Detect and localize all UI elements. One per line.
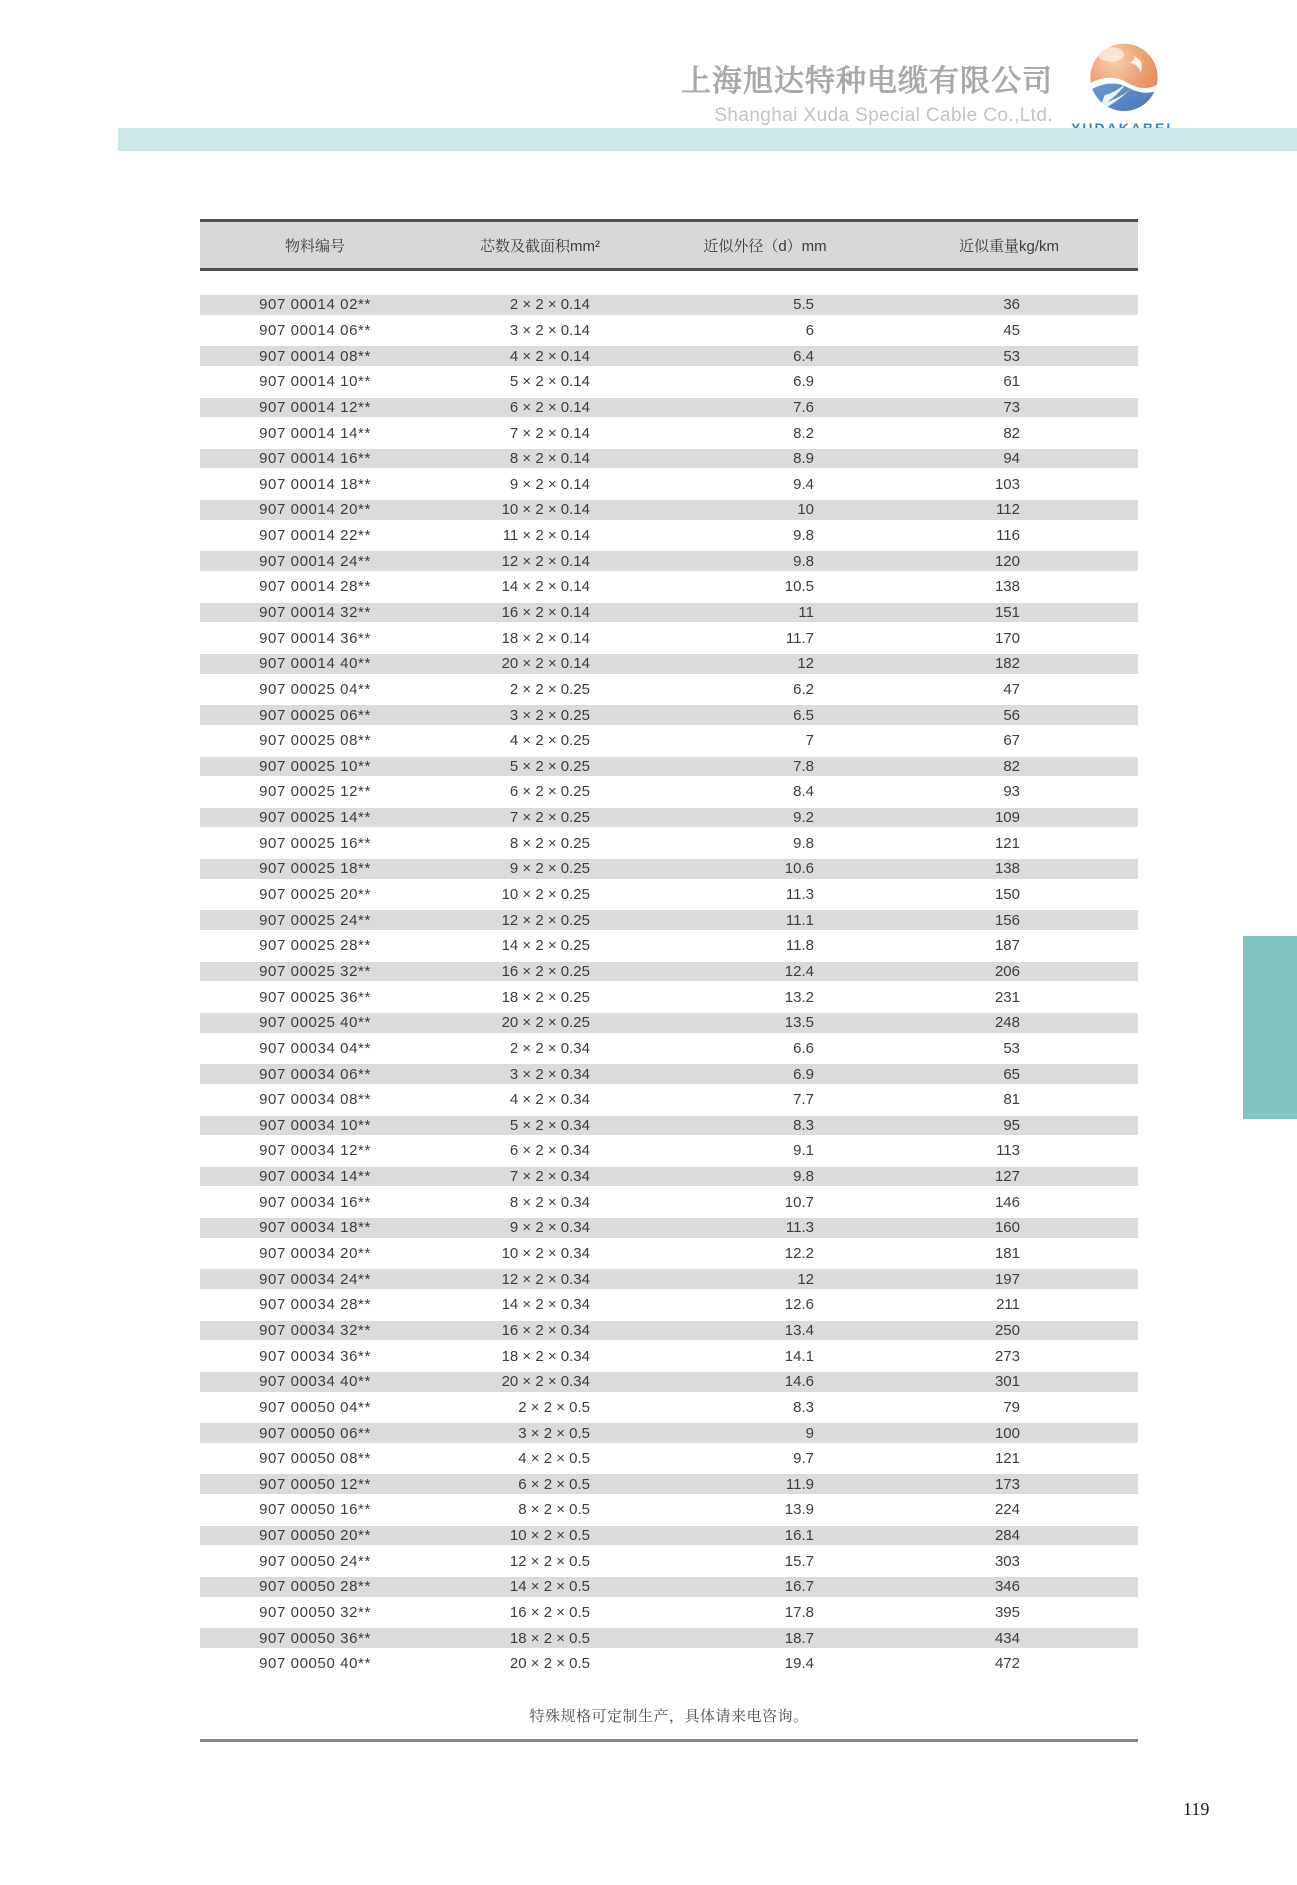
table-header-row <box>200 219 1138 271</box>
weight: 151 <box>994 604 1020 621</box>
table-row <box>200 959 1138 985</box>
section-edge-tab <box>1243 936 1297 1119</box>
outer-diameter: 11.3 <box>785 886 814 904</box>
outer-diameter: 14.6 <box>784 1373 814 1391</box>
material-code: 907 00034 18** <box>259 1219 371 1237</box>
outer-diameter: 13.2 <box>784 988 814 1006</box>
material-code: 907 00034 40** <box>259 1373 371 1391</box>
col-header-material: 物料编号 <box>284 237 345 255</box>
material-code: 907 00014 22** <box>259 527 371 545</box>
weight: 211 <box>996 1296 1020 1314</box>
table-row <box>200 1497 1138 1523</box>
weight: 160 <box>994 1219 1020 1237</box>
core-spec: 20 × 2 × 0.14 <box>501 655 590 673</box>
core-spec: 14 × 2 × 0.14 <box>501 578 590 596</box>
outer-diameter: 7.7 <box>793 1091 814 1109</box>
weight: 45 <box>1003 321 1020 339</box>
outer-diameter: 8.3 <box>793 1116 814 1134</box>
outer-diameter: 11 <box>798 604 814 621</box>
weight: 100 <box>994 1424 1020 1442</box>
weight: 47 <box>1003 680 1020 698</box>
outer-diameter: 6.9 <box>793 373 814 391</box>
table-row <box>200 1113 1138 1139</box>
material-code: 907 00034 24** <box>259 1270 371 1288</box>
material-code: 907 00050 12** <box>259 1475 371 1493</box>
table-row <box>200 907 1138 933</box>
outer-diameter: 11.9 <box>785 1475 814 1493</box>
material-code: 907 00034 06** <box>259 1065 371 1083</box>
outer-diameter: 8.4 <box>793 783 814 801</box>
outer-diameter: 5.5 <box>793 296 814 314</box>
material-code: 907 00014 20** <box>259 501 371 519</box>
outer-diameter: 10 <box>797 501 814 519</box>
outer-diameter: 12 <box>797 1270 814 1288</box>
weight: 248 <box>994 1014 1020 1032</box>
table-row <box>200 420 1138 446</box>
table-row <box>200 1420 1138 1446</box>
weight: 138 <box>994 860 1020 878</box>
table-row <box>200 523 1138 549</box>
core-spec: 8 × 2 × 0.14 <box>509 450 590 468</box>
weight: 67 <box>1003 732 1020 750</box>
core-spec: 5 × 2 × 0.34 <box>509 1116 590 1134</box>
weight: 197 <box>994 1270 1020 1288</box>
outer-diameter: 9 <box>805 1424 814 1442</box>
outer-diameter: 17.8 <box>784 1603 814 1621</box>
core-spec: 6 × 2 × 0.5 <box>518 1475 590 1493</box>
weight: 103 <box>994 475 1020 493</box>
core-spec: 10 × 2 × 0.25 <box>501 886 590 904</box>
outer-diameter: 13.5 <box>784 1014 814 1032</box>
weight: 112 <box>996 501 1020 519</box>
teal-accent-bar <box>118 128 1297 151</box>
core-spec: 8 × 2 × 0.34 <box>509 1193 590 1211</box>
material-code: 907 00034 10** <box>259 1116 371 1134</box>
core-spec: 16 × 2 × 0.5 <box>509 1603 590 1621</box>
core-spec: 6 × 2 × 0.34 <box>509 1142 590 1160</box>
outer-diameter: 10.7 <box>784 1193 814 1211</box>
weight: 95 <box>1003 1116 1020 1134</box>
table-row <box>200 343 1138 369</box>
material-code: 907 00014 06** <box>259 321 371 339</box>
weight: 93 <box>1003 783 1020 801</box>
table-row <box>200 1292 1138 1318</box>
table-row <box>200 1061 1138 1087</box>
outer-diameter: 7.6 <box>793 398 814 416</box>
core-spec: 12 × 2 × 0.14 <box>501 552 590 570</box>
core-spec: 14 × 2 × 0.5 <box>509 1578 590 1596</box>
outer-diameter: 12.4 <box>784 962 814 980</box>
core-spec: 9 × 2 × 0.25 <box>509 860 590 878</box>
core-spec: 20 × 2 × 0.34 <box>501 1373 590 1391</box>
table-row <box>200 1241 1138 1267</box>
company-header <box>681 66 1053 127</box>
table-row <box>200 1138 1138 1164</box>
material-code: 907 00050 32** <box>259 1603 371 1621</box>
material-code: 907 00014 36** <box>259 629 371 647</box>
outer-diameter: 6.2 <box>793 680 814 698</box>
core-spec: 6 × 2 × 0.14 <box>509 398 590 416</box>
core-spec: 10 × 2 × 0.14 <box>501 501 590 519</box>
outer-diameter: 16.7 <box>784 1578 814 1596</box>
weight: 224 <box>994 1501 1020 1519</box>
core-spec: 4 × 2 × 0.25 <box>509 732 590 750</box>
weight: 82 <box>1003 757 1020 775</box>
core-spec: 12 × 2 × 0.34 <box>501 1270 590 1288</box>
outer-diameter: 16.1 <box>784 1527 814 1545</box>
table-row <box>200 856 1138 882</box>
material-code: 907 00014 40** <box>259 655 371 673</box>
outer-diameter: 18.7 <box>784 1629 814 1647</box>
col-header-core-spec: 芯数及截面积mm² <box>480 237 600 255</box>
material-code: 907 00014 10** <box>259 373 371 391</box>
weight: 182 <box>994 655 1020 673</box>
table-row <box>200 1548 1138 1574</box>
outer-diameter: 8.9 <box>793 450 814 468</box>
material-code: 907 00025 18** <box>259 860 371 878</box>
weight: 53 <box>1003 347 1020 365</box>
core-spec: 18 × 2 × 0.5 <box>509 1629 590 1647</box>
material-code: 907 00014 02** <box>259 296 371 314</box>
material-code: 907 00034 12** <box>259 1142 371 1160</box>
company-name-chinese: 上海旭达特种电缆有限公司 <box>681 65 1053 98</box>
material-code: 907 00014 28** <box>259 578 371 596</box>
core-spec: 5 × 2 × 0.14 <box>509 373 590 391</box>
material-code: 907 00014 16** <box>259 450 371 468</box>
col-header-diameter: 近似外径（d）mm <box>703 237 827 255</box>
table-row <box>200 1600 1138 1626</box>
weight: 56 <box>1003 706 1020 724</box>
globe-logo-icon <box>1068 36 1180 122</box>
core-spec: 18 × 2 × 0.25 <box>501 988 590 1006</box>
outer-diameter: 9.1 <box>793 1142 814 1160</box>
material-code: 907 00025 36** <box>259 988 371 1006</box>
material-code: 907 00050 40** <box>259 1655 371 1673</box>
core-spec: 11 × 2 × 0.14 <box>502 527 590 545</box>
weight: 138 <box>994 578 1020 596</box>
weight: 121 <box>994 834 1020 852</box>
table-row <box>200 574 1138 600</box>
outer-diameter: 8.2 <box>793 424 814 442</box>
material-code: 907 00025 32** <box>259 962 371 980</box>
material-code: 907 00050 20** <box>259 1527 371 1545</box>
weight: 113 <box>996 1142 1020 1160</box>
material-code: 907 00050 36** <box>259 1629 371 1647</box>
core-spec: 10 × 2 × 0.34 <box>501 1245 590 1263</box>
table-row <box>200 1010 1138 1036</box>
material-code: 907 00014 14** <box>259 424 371 442</box>
core-spec: 16 × 2 × 0.34 <box>501 1321 590 1339</box>
weight: 73 <box>1003 398 1020 416</box>
table-row <box>200 677 1138 703</box>
table-row <box>200 446 1138 472</box>
material-code: 907 00034 36** <box>259 1347 371 1365</box>
core-spec: 7 × 2 × 0.34 <box>509 1168 590 1186</box>
weight: 187 <box>994 937 1020 955</box>
outer-diameter: 9.7 <box>793 1450 814 1468</box>
core-spec: 3 × 2 × 0.34 <box>509 1065 590 1083</box>
table-row <box>200 1189 1138 1215</box>
core-spec: 14 × 2 × 0.25 <box>501 937 590 955</box>
table-row <box>200 318 1138 344</box>
company-logo <box>1068 36 1180 136</box>
outer-diameter: 13.9 <box>784 1501 814 1519</box>
weight: 284 <box>994 1527 1020 1545</box>
weight: 82 <box>1003 424 1020 442</box>
outer-diameter: 9.8 <box>793 527 814 545</box>
table-body <box>200 292 1138 1677</box>
outer-diameter: 19.4 <box>784 1655 814 1673</box>
core-spec: 2 × 2 × 0.14 <box>509 296 590 314</box>
material-code: 907 00025 12** <box>259 783 371 801</box>
weight: 303 <box>994 1552 1020 1570</box>
table-row <box>200 548 1138 574</box>
material-code: 907 00025 24** <box>259 911 371 929</box>
outer-diameter: 9.8 <box>793 552 814 570</box>
weight: 206 <box>994 962 1020 980</box>
table-row <box>200 882 1138 908</box>
outer-diameter: 6 <box>805 321 814 339</box>
core-spec: 8 × 2 × 0.25 <box>509 834 590 852</box>
weight: 61 <box>1003 373 1020 391</box>
table-row <box>200 1523 1138 1549</box>
core-spec: 7 × 2 × 0.14 <box>509 424 590 442</box>
outer-diameter: 11.3 <box>785 1219 814 1237</box>
weight: 81 <box>1003 1091 1020 1109</box>
core-spec: 18 × 2 × 0.34 <box>501 1347 590 1365</box>
material-code: 907 00025 04** <box>259 680 371 698</box>
weight: 109 <box>994 809 1020 827</box>
table-row <box>200 1087 1138 1113</box>
outer-diameter: 6.4 <box>793 347 814 365</box>
core-spec: 6 × 2 × 0.25 <box>509 783 590 801</box>
weight: 395 <box>994 1603 1020 1621</box>
weight: 36 <box>1003 296 1020 314</box>
weight: 231 <box>994 988 1020 1006</box>
material-code: 907 00025 06** <box>259 706 371 724</box>
outer-diameter: 9.8 <box>793 834 814 852</box>
table-row <box>200 497 1138 523</box>
material-code: 907 00014 12** <box>259 398 371 416</box>
core-spec: 20 × 2 × 0.5 <box>509 1655 590 1673</box>
core-spec: 4 × 2 × 0.14 <box>509 347 590 365</box>
table-row <box>200 779 1138 805</box>
weight: 53 <box>1003 1039 1020 1057</box>
core-spec: 9 × 2 × 0.14 <box>509 475 590 493</box>
outer-diameter: 15.7 <box>784 1552 814 1570</box>
col-header-weight: 近似重量kg/km <box>958 237 1059 255</box>
weight: 65 <box>1003 1065 1020 1083</box>
weight: 120 <box>994 552 1020 570</box>
weight: 150 <box>994 886 1020 904</box>
core-spec: 2 × 2 × 0.25 <box>509 680 590 698</box>
core-spec: 12 × 2 × 0.5 <box>509 1552 590 1570</box>
outer-diameter: 10.6 <box>784 860 814 878</box>
table-row <box>200 369 1138 395</box>
material-code: 907 00025 20** <box>259 886 371 904</box>
core-spec: 12 × 2 × 0.25 <box>501 911 590 929</box>
material-code: 907 00050 16** <box>259 1501 371 1519</box>
outer-diameter: 11.1 <box>785 911 814 929</box>
material-code: 907 00025 16** <box>259 834 371 852</box>
weight: 434 <box>994 1629 1020 1647</box>
material-code: 907 00014 18** <box>259 475 371 493</box>
table-row <box>200 395 1138 421</box>
material-code: 907 00034 04** <box>259 1039 371 1057</box>
table-row <box>200 754 1138 780</box>
outer-diameter: 6.9 <box>793 1065 814 1083</box>
material-code: 907 00025 08** <box>259 732 371 750</box>
material-code: 907 00034 32** <box>259 1321 371 1339</box>
weight: 273 <box>994 1347 1020 1365</box>
weight: 79 <box>1003 1398 1020 1416</box>
material-code: 907 00050 08** <box>259 1450 371 1468</box>
weight: 472 <box>994 1655 1020 1673</box>
core-spec: 16 × 2 × 0.25 <box>501 962 590 980</box>
table-row <box>200 1651 1138 1677</box>
material-code: 907 00014 08** <box>259 347 371 365</box>
table-row <box>200 830 1138 856</box>
material-code: 907 00034 16** <box>259 1193 371 1211</box>
outer-diameter: 6.6 <box>793 1039 814 1057</box>
material-code: 907 00025 40** <box>259 1014 371 1032</box>
core-spec: 4 × 2 × 0.34 <box>509 1091 590 1109</box>
material-code: 907 00034 08** <box>259 1091 371 1109</box>
material-code: 907 00034 20** <box>259 1245 371 1263</box>
outer-diameter: 11.7 <box>785 629 814 647</box>
table-row <box>200 933 1138 959</box>
outer-diameter: 12.6 <box>784 1296 814 1314</box>
weight: 127 <box>994 1168 1020 1186</box>
weight: 170 <box>994 629 1020 647</box>
weight: 301 <box>994 1373 1020 1391</box>
weight: 346 <box>994 1578 1020 1596</box>
weight: 173 <box>994 1475 1020 1493</box>
material-code: 907 00050 06** <box>259 1424 371 1442</box>
core-spec: 2 × 2 × 0.34 <box>509 1039 590 1057</box>
table-row <box>200 728 1138 754</box>
weight: 156 <box>994 911 1020 929</box>
material-code: 907 00025 28** <box>259 937 371 955</box>
weight: 181 <box>994 1245 1020 1263</box>
custom-order-note: 特殊规格可定制生产，具体请来电咨询。 <box>529 1708 809 1725</box>
table-row <box>200 625 1138 651</box>
material-code: 907 00034 28** <box>259 1296 371 1314</box>
outer-diameter: 13.4 <box>784 1321 814 1339</box>
material-code: 907 00050 24** <box>259 1552 371 1570</box>
table-row <box>200 984 1138 1010</box>
outer-diameter: 9.4 <box>793 475 814 493</box>
table-row <box>200 702 1138 728</box>
core-spec: 2 × 2 × 0.5 <box>518 1398 590 1416</box>
core-spec: 3 × 2 × 0.5 <box>518 1424 590 1442</box>
core-spec: 8 × 2 × 0.5 <box>518 1501 590 1519</box>
core-spec: 3 × 2 × 0.25 <box>509 706 590 724</box>
material-code: 907 00014 24** <box>259 552 371 570</box>
outer-diameter: 10.5 <box>784 578 814 596</box>
core-spec: 10 × 2 × 0.5 <box>509 1527 590 1545</box>
material-code: 907 00025 14** <box>259 809 371 827</box>
table-row <box>200 471 1138 497</box>
table-row <box>200 1164 1138 1190</box>
core-spec: 18 × 2 × 0.14 <box>501 629 590 647</box>
core-spec: 3 × 2 × 0.14 <box>509 321 590 339</box>
table-row <box>200 1574 1138 1600</box>
core-spec: 14 × 2 × 0.34 <box>501 1296 590 1314</box>
table-row <box>200 1215 1138 1241</box>
material-code: 907 00050 28** <box>259 1578 371 1596</box>
outer-diameter: 12.2 <box>784 1245 814 1263</box>
weight: 94 <box>1003 450 1020 468</box>
table-row <box>200 1369 1138 1395</box>
outer-diameter: 9.8 <box>793 1168 814 1186</box>
core-spec: 5 × 2 × 0.25 <box>509 757 590 775</box>
material-code: 907 00014 32** <box>259 604 371 621</box>
table-row <box>200 1625 1138 1651</box>
table-row <box>200 1036 1138 1062</box>
table-row <box>200 600 1138 626</box>
footer-divider <box>200 1739 1138 1742</box>
outer-diameter: 11.8 <box>785 937 814 955</box>
core-spec: 20 × 2 × 0.25 <box>501 1014 590 1032</box>
weight: 116 <box>996 527 1020 545</box>
spec-table <box>200 219 1138 1677</box>
weight: 121 <box>994 1450 1020 1468</box>
weight: 250 <box>994 1321 1020 1339</box>
table-row <box>200 1395 1138 1421</box>
table-row <box>200 1318 1138 1344</box>
weight: 146 <box>994 1193 1020 1211</box>
material-code: 907 00050 04** <box>259 1398 371 1416</box>
company-name-english: Shanghai Xuda Special Cable Co.,Ltd. <box>714 105 1053 126</box>
outer-diameter: 12 <box>797 655 814 673</box>
outer-diameter: 9.2 <box>793 809 814 827</box>
table-row <box>200 651 1138 677</box>
table-row <box>200 805 1138 831</box>
table-row <box>200 1266 1138 1292</box>
table-row <box>200 292 1138 318</box>
table-row <box>200 1471 1138 1497</box>
outer-diameter: 7 <box>805 732 814 750</box>
material-code: 907 00025 10** <box>259 757 371 775</box>
outer-diameter: 8.3 <box>793 1398 814 1416</box>
core-spec: 9 × 2 × 0.34 <box>509 1219 590 1237</box>
core-spec: 16 × 2 × 0.14 <box>501 604 590 621</box>
outer-diameter: 7.8 <box>793 757 814 775</box>
outer-diameter: 14.1 <box>784 1347 814 1365</box>
core-spec: 4 × 2 × 0.5 <box>518 1450 590 1468</box>
core-spec: 7 × 2 × 0.25 <box>509 809 590 827</box>
page-number: 119 <box>1183 1799 1210 1819</box>
outer-diameter: 6.5 <box>793 706 814 724</box>
table-row <box>200 1446 1138 1472</box>
table-row <box>200 1343 1138 1369</box>
material-code: 907 00034 14** <box>259 1168 371 1186</box>
